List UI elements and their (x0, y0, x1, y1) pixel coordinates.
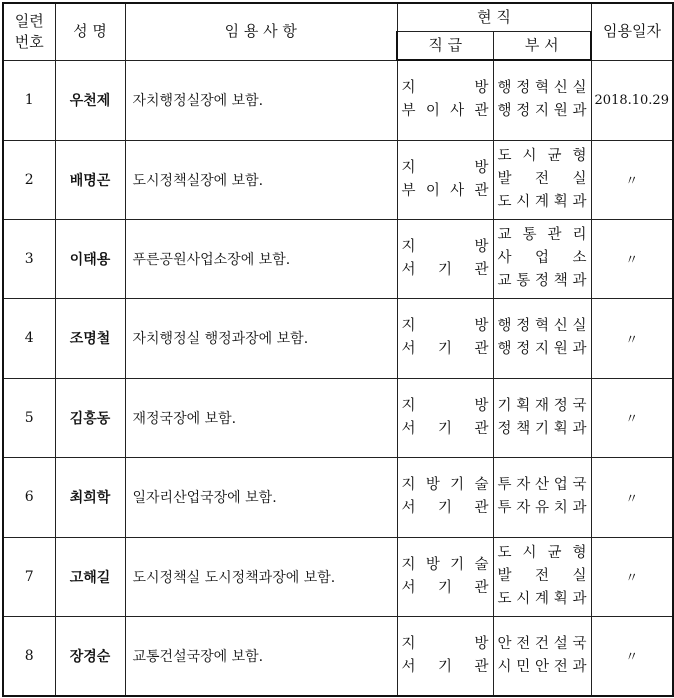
table-row (3, 616, 673, 696)
appointment-text: 자치행정실 행정과장에 보함. (125, 298, 397, 378)
table-row (3, 537, 673, 616)
appointment-text: 푸른공원사업소장에 보함. (125, 219, 397, 298)
department-line: 사 업 소 (497, 250, 587, 266)
appointment-date: 〃 (591, 616, 673, 696)
person-name: 장경순 (55, 616, 125, 696)
current-rank (397, 140, 493, 219)
row-number: 7 (3, 537, 55, 616)
table-row (3, 378, 673, 457)
department-line: 교 통 정 책 과 (497, 273, 587, 289)
appointment-date: 〃 (591, 140, 673, 219)
appointment-text: 도시정책실 도시정책과장에 보함. (125, 537, 397, 616)
appointment-text: 재정국장에 보함. (125, 378, 397, 457)
person-name: 배명곤 (55, 140, 125, 219)
rank-line: 서 기 관 (401, 579, 489, 596)
current-department (493, 378, 591, 457)
department-line: 도 시 계 획 과 (497, 591, 587, 607)
department-line: 투 자 산 업 국 (497, 477, 587, 493)
current-department (493, 140, 591, 219)
appointment-text: 자치행정실장에 보함. (125, 60, 397, 140)
header-appointment: 임 용 사 항 (125, 3, 397, 60)
department-line: 행 정 지 원 과 (497, 103, 587, 120)
appointment-date: 〃 (591, 537, 673, 616)
row-number: 8 (3, 616, 55, 696)
current-department (493, 298, 591, 378)
appointment-date: 〃 (591, 378, 673, 457)
rank-line: 지 방 (401, 238, 489, 255)
current-rank (397, 378, 493, 457)
department-line: 시 민 안 전 과 (497, 658, 587, 675)
table-body (3, 60, 673, 696)
appointment-text: 일자리산업국장에 보함. (125, 457, 397, 537)
header-no: 일련 번호 (3, 3, 55, 60)
table-row (3, 60, 673, 140)
header-dept: 부 서 (493, 31, 591, 60)
appointment-text: 도시정책실장에 보함. (125, 140, 397, 219)
department-line: 도 시 계 획 과 (497, 194, 587, 210)
rank-line: 지 방 (401, 397, 489, 414)
rank-line: 지 방 (401, 159, 489, 176)
current-department (493, 537, 591, 616)
header-rank: 직 급 (397, 31, 493, 60)
current-rank (397, 60, 493, 140)
appointment-text: 교통건설국장에 보함. (125, 616, 397, 696)
rank-line: 서 기 관 (401, 261, 489, 278)
current-department (493, 60, 591, 140)
rank-line: 지 방 (401, 318, 489, 334)
department-line: 도 시 균 형 (497, 545, 587, 561)
row-number: 6 (3, 457, 55, 537)
table-row (3, 140, 673, 219)
current-rank (397, 616, 493, 696)
row-number: 4 (3, 298, 55, 378)
person-name: 최희학 (55, 457, 125, 537)
appointment-date: 〃 (591, 457, 673, 537)
table-row (3, 457, 673, 537)
department-line: 투 자 유 치 과 (497, 500, 587, 516)
department-line: 행 정 지 원 과 (497, 341, 587, 357)
rank-line: 서 기 관 (401, 500, 489, 516)
header-name: 성 명 (55, 3, 125, 60)
current-rank (397, 219, 493, 298)
appointment-table (2, 2, 674, 697)
department-line: 기 획 재 정 국 (497, 397, 587, 414)
appointment-date: 2018.10.29 (591, 60, 673, 140)
current-rank (397, 457, 493, 537)
rank-line: 지 방 기 술 (401, 477, 489, 493)
person-name: 고해길 (55, 537, 125, 616)
current-department (493, 457, 591, 537)
rank-line: 서 기 관 (401, 420, 489, 437)
appointment-date: 〃 (591, 219, 673, 298)
department-line: 도 시 균 형 (497, 148, 587, 164)
person-name: 이태용 (55, 219, 125, 298)
rank-line: 지 방 (401, 635, 489, 652)
current-rank (397, 298, 493, 378)
row-number: 5 (3, 378, 55, 457)
rank-line: 서 기 관 (401, 341, 489, 357)
department-line: 교 통 관 리 (497, 227, 587, 243)
department-line: 발 전 실 (497, 171, 587, 187)
rank-line: 서 기 관 (401, 658, 489, 675)
department-line: 안 전 건 설 국 (497, 635, 587, 652)
row-number: 3 (3, 219, 55, 298)
table-row (3, 219, 673, 298)
department-line: 발 전 실 (497, 568, 587, 584)
department-line: 행 정 혁 신 실 (497, 318, 587, 334)
current-rank (397, 537, 493, 616)
department-line: 행 정 혁 신 실 (497, 80, 587, 97)
row-number: 2 (3, 140, 55, 219)
rank-line: 지 방 (401, 80, 489, 97)
person-name: 우천제 (55, 60, 125, 140)
person-name: 조명철 (55, 298, 125, 378)
header-date: 임용일자 (591, 3, 673, 60)
current-department (493, 616, 591, 696)
rank-line: 부 이 사 관 (401, 103, 489, 120)
row-number: 1 (3, 60, 55, 140)
rank-line: 지 방 기 술 (401, 556, 489, 573)
current-department (493, 219, 591, 298)
rank-line: 부 이 사 관 (401, 182, 489, 199)
header-current: 현 직 (397, 3, 591, 31)
appointment-date: 〃 (591, 298, 673, 378)
person-name: 김홍동 (55, 378, 125, 457)
table-row (3, 298, 673, 378)
department-line: 정 책 기 획 과 (497, 420, 587, 437)
